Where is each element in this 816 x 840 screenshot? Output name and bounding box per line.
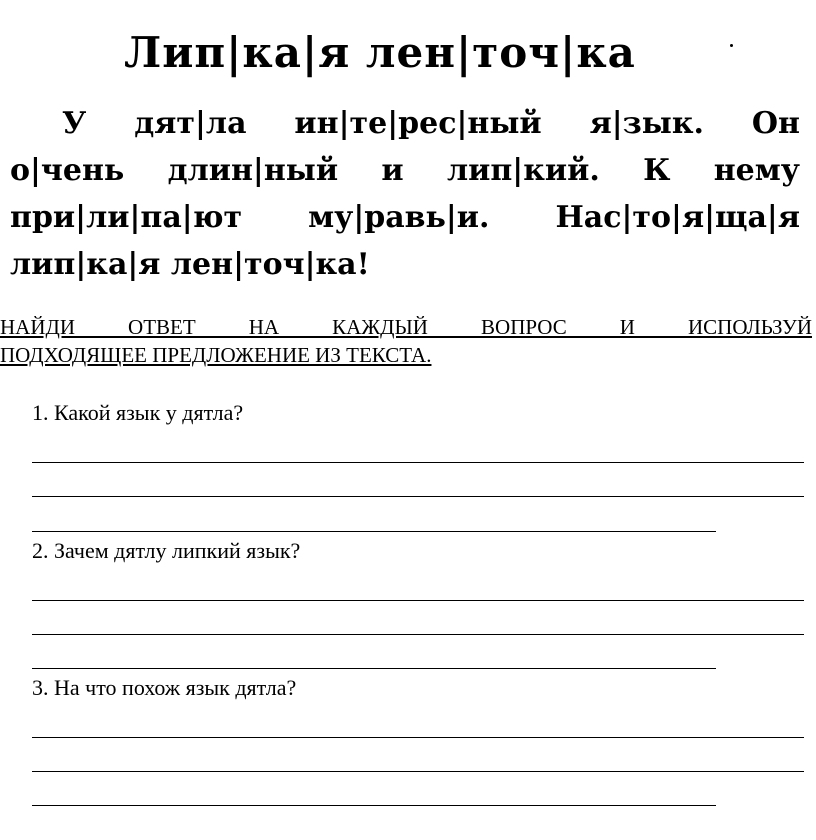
- worksheet-title: Лип|ка|я лен|точ|ка: [124, 28, 636, 77]
- story-line-4: лип|ка|я лен|точ|ка!: [10, 247, 370, 282]
- story-line-3: при|ли|па|ют му|равь|и. Нас|то|я|ща|я: [10, 200, 800, 235]
- speck-mark: [730, 44, 733, 47]
- task-instruction-line-1: НАЙДИ ОТВЕТ НА КАЖДЫЙ ВОПРОС И ИСПОЛЬЗУЙ: [0, 315, 812, 339]
- answer-line[interactable]: [32, 771, 804, 772]
- task-instruction-line-2: ПОДХОДЯЩЕЕ ПРЕДЛОЖЕНИЕ ИЗ ТЕКСТА.: [0, 343, 432, 367]
- story-text: [10, 100, 800, 288]
- task-instruction: [0, 313, 812, 369]
- answer-line[interactable]: [32, 496, 804, 497]
- story-line-1: У дят|ла ин|те|рес|ный я|зык. Он: [62, 106, 800, 141]
- question-3: 3. На что похож язык дятла?: [32, 675, 297, 700]
- answer-line[interactable]: [32, 462, 804, 463]
- answer-line[interactable]: [32, 805, 716, 806]
- answer-line[interactable]: [32, 668, 716, 669]
- question-2: 2. Зачем дятлу липкий язык?: [32, 538, 301, 563]
- answer-line[interactable]: [32, 634, 804, 635]
- answer-line[interactable]: [32, 600, 804, 601]
- story-line-2: о|чень длин|ный и лип|кий. К нему: [10, 153, 800, 188]
- answer-line[interactable]: [32, 531, 716, 532]
- question-1: 1. Какой язык у дятла?: [32, 400, 244, 425]
- answer-line[interactable]: [32, 737, 804, 738]
